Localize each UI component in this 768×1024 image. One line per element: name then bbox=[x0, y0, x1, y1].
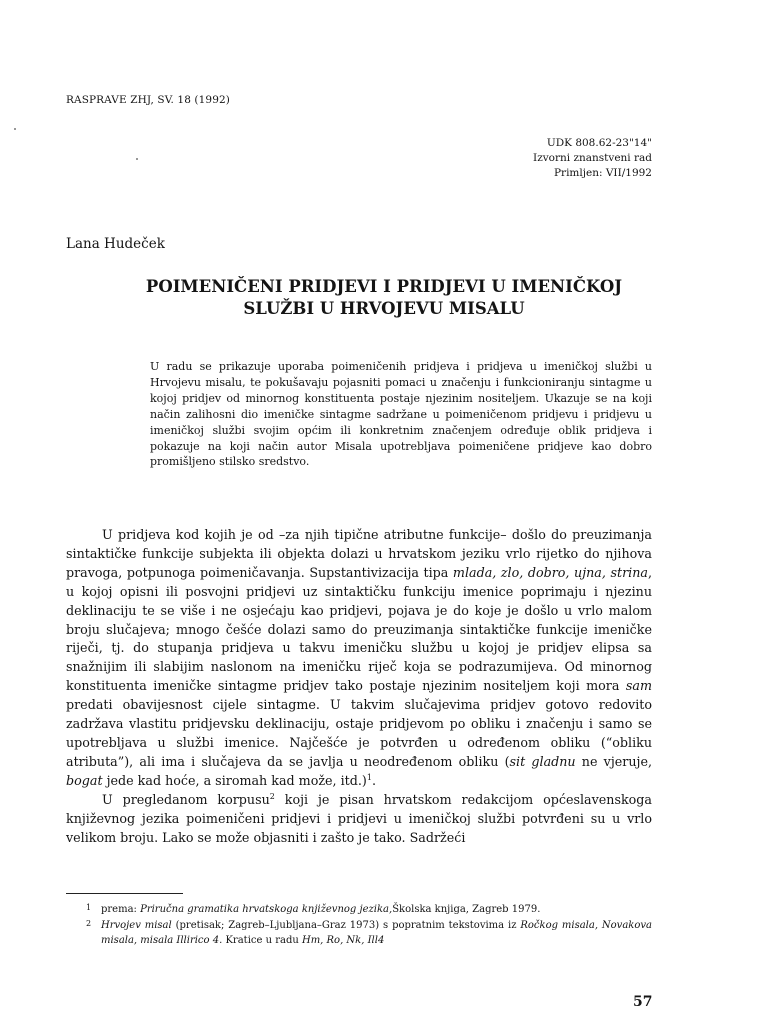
page-number: 57 bbox=[633, 994, 653, 1010]
abstract: U radu se prikazuje uporaba poimeničenih pridjeva i pridjeva u imeničkoj službi u Hrvojevu misalu, te pokušavaju pojasniti pomaci u značenju i funkcioniranju sintagme u kojoj pridjev od minornog konstituenta postaje njezinim nositeljem. Ukazuje se na koji način zalihosni dio imeničke sintagme sadržane u poimeničenom pridjevu i pridjevu u imeničkoj službi svojim općim ili konkretnim značenjem određuje oblik pridjeva i pokazuje na koji način autor Misala upotrebljava poimeničene pridjeve kao dobro promišljeno stilsko sredstvo. bbox=[150, 360, 652, 469]
text-run: . bbox=[371, 772, 376, 788]
text-run: Kratice u radu bbox=[222, 935, 302, 946]
text-run: Školska knjiga, Zagreb 1979. bbox=[392, 904, 541, 915]
footnote-divider bbox=[66, 893, 183, 894]
scan-speck bbox=[136, 158, 138, 160]
footnote-number: 2 bbox=[86, 919, 92, 928]
italic-example: bogat bbox=[66, 772, 103, 788]
article-title bbox=[66, 276, 702, 320]
paragraph-1 bbox=[66, 526, 652, 791]
italic-word: sam bbox=[625, 678, 652, 694]
text-run: predati obavijesnost cijele sintagme. U takvim slučajevima pridjev gotovo redovito zadržava vlastitu pridjevsku deklinaciju, ostaje pridjevom po obliku i značenju i samo se upotrebljava u službi imenice. Najčešće je potvrđen u određenom obliku (“obliku atributa”), ali ima i slučajeva da se javlja u neodređenom obliku ( bbox=[66, 697, 652, 769]
udk-code: UDK 808.62-23"14" bbox=[546, 137, 652, 149]
title-line-1: POIMENIČENI PRIDJEVI I PRIDJEVI U IMENIČKOJ bbox=[145, 277, 623, 296]
author-name: Lana Hudeček bbox=[66, 236, 165, 252]
text-run: , u kojoj opisni ili posvojni pridjevi uz sintaktičku funkciju imenice poprimaju i njezinu deklinaciju te se više i ne osjećaju kao pridjevi, pojava je do koje je došlo u vrlo malom broju slučajeva; mnogo češće dolazi samo do preuzimanja sintaktičke funkcije imeničke riječi, tj. do stupanja pridjeva u takvu imeničku službu u kojoj je pridjev elipsa sa snažnijim ili slabijim naslonom na imeničku riječ koja se podrazumijeva. Od minornog konstituenta imeničke sintagme pridjev tako postaje njezinim nositeljem koji mora bbox=[66, 564, 652, 694]
text-run: ne vjeruje, bbox=[575, 753, 652, 769]
italic-example: sit gladnu bbox=[509, 753, 576, 769]
footnote-2 bbox=[66, 918, 652, 948]
italic-title: Hrvojev misal bbox=[101, 920, 172, 931]
footnote-1 bbox=[66, 902, 652, 917]
article-category: Izvorni znanstveni rad bbox=[533, 152, 652, 164]
paragraph-2 bbox=[66, 791, 652, 848]
text-run: U pridjeva kod kojih je od –za njih tipične atributne funkcije– došlo do preuzimanja sintaktičke funkcije subjekta ili objekta dolazi u hrvatskom jeziku vrlo rijetko do njihova pravoga, potpunoga poimeničavanja. Supstantivizacija tipa bbox=[66, 527, 652, 580]
italic-examples: mlada, zlo, dobro, ujna, strina bbox=[452, 564, 648, 580]
title-line-2: SLUŽBI U HRVOJEVU MISALU bbox=[243, 299, 525, 318]
text-run: (pretisak; Zagreb–Ljubljana–Graz 1973) s popratnim tekstovima iz bbox=[171, 920, 521, 931]
text-run: prema: bbox=[101, 904, 141, 915]
footnote-ref-1[interactable]: 1 bbox=[366, 772, 372, 782]
footnotes bbox=[66, 902, 652, 949]
running-head: RASPRAVE ZHJ, SV. 18 (1992) bbox=[66, 94, 230, 106]
italic-abbreviations: Hm, Ro, Nk, Ill4 bbox=[301, 935, 385, 946]
article-metadata bbox=[533, 136, 652, 181]
body-text bbox=[66, 526, 652, 847]
footnote-number: 1 bbox=[86, 903, 92, 912]
text-run: U pregledanom korpusu bbox=[102, 791, 270, 807]
scan-speck bbox=[14, 128, 16, 130]
text-run: jede kad hoće, a siromah kad može, itd.) bbox=[102, 772, 367, 788]
italic-title: Priručna gramatika hrvatskoga književnog jezika, bbox=[140, 904, 393, 915]
italic-title: Ročkog misala, Novakova misala, misala Illirico 4. bbox=[101, 920, 652, 946]
received-date: Primljen: VII/1992 bbox=[553, 167, 652, 179]
text-run: koji je pisan hrvatskom redakcijom općeslavenskoga književnog jezika poimeničeni pridjevi i pridjevi u imeničkoj službi potvrđeni su u vrlo velikom broju. Lako se može objasniti i zašto je tako. Sadržeći bbox=[66, 791, 652, 845]
footnote-ref-2[interactable]: 2 bbox=[269, 791, 275, 801]
